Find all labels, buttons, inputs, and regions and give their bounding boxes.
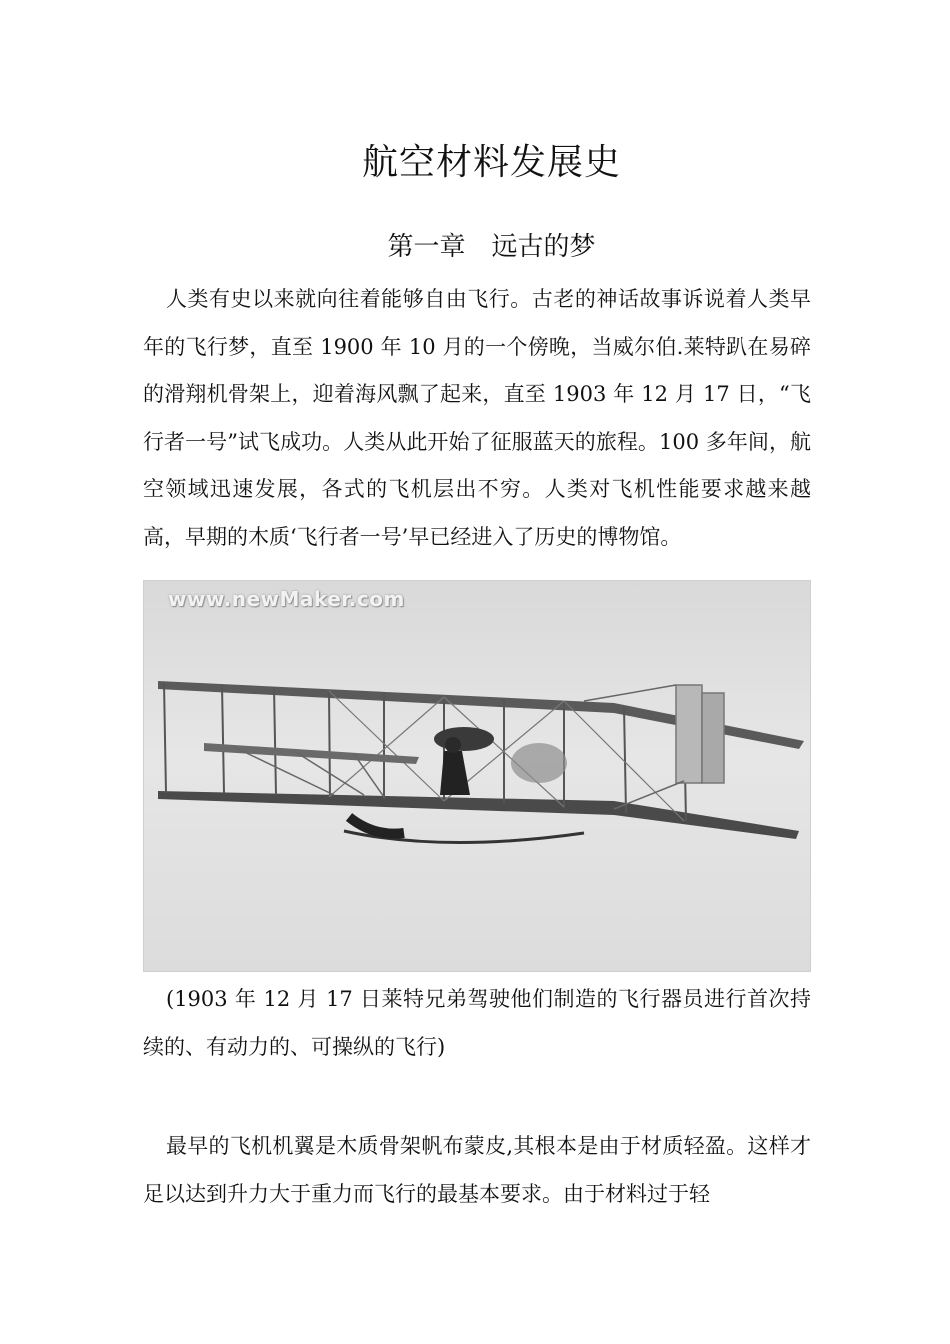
biplane-illustration <box>144 581 811 972</box>
document-title: 航空材料发展史 <box>361 142 621 183</box>
rudder <box>676 685 702 783</box>
rudder-boom <box>584 685 676 701</box>
skid-shadow <box>349 817 404 834</box>
image-watermark: www.newMaker.com <box>168 587 405 611</box>
paragraph-intro: 人类有史以来就向往着能够自由飞行。古老的神话故事诉说着人类早年的飞行梦，直至 1900 年 10 月的一个傍晚，当威尔伯.莱特趴在易碎的滑翔机骨架上，迎着海风飘了起来，直至 1903 年 12 月 17 日，“飞行者一号”试飞成功。人类从此开始了征服蓝天的旅程。100 多年间，航空领域迅速发展，各式的飞机层出不穷。人类对飞机性能要求越来越高，早期的木质‘飞行者一号’早已经进入了历史的博物馆。 <box>143 287 811 549</box>
lower-wing <box>158 791 799 839</box>
image-caption: (1903 年 12 月 17 日莱特兄弟驾驶他们制造的飞行器员进行首次持续的、有动力的、可操纵的飞行) <box>143 987 811 1059</box>
wright-flyer-photo <box>143 580 811 972</box>
propeller-blur <box>511 743 567 783</box>
paragraph-wings: 最早的飞机机翼是木质骨架帆布蒙皮,其根本是由于材质轻盈。这样才足以达到升力大于重力而飞行的最基本要求。由于材料过于轻 <box>143 1134 811 1206</box>
pilot <box>440 751 470 795</box>
pilot-head <box>445 737 461 753</box>
engine <box>434 727 494 751</box>
chapter-heading: 第一章 远古的梦 <box>387 232 596 262</box>
rudder-panel <box>702 693 724 783</box>
